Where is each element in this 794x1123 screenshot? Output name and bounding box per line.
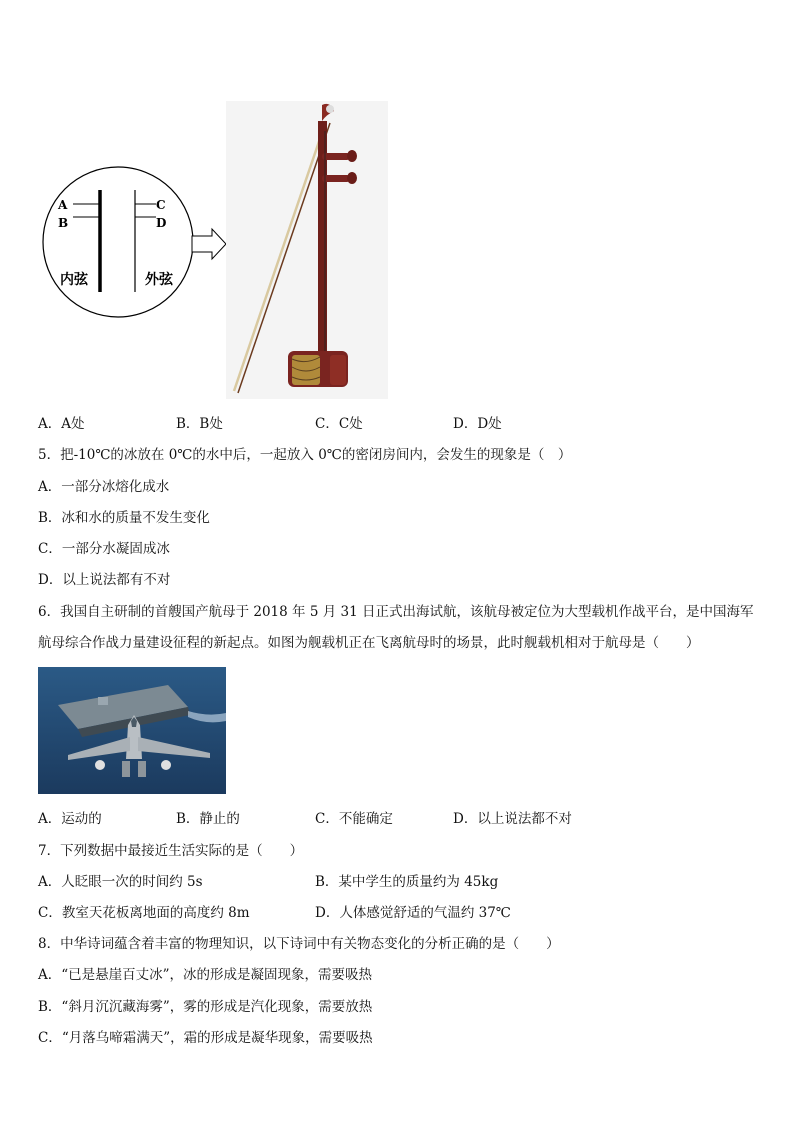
q5-option-d: D．以上说法都有不对: [38, 572, 171, 588]
q5-option-c: C．一部分水凝固成冰: [38, 541, 170, 557]
q4-option-a: A．A处: [38, 416, 85, 432]
label-c: C: [156, 198, 166, 212]
outer-string-label: 外弦: [145, 272, 173, 288]
q7-option-d: D．人体感觉舒适的气温约 37℃: [315, 905, 511, 921]
q4-option-b: B．B处: [176, 416, 223, 432]
carrier-jet-photo: [38, 667, 226, 794]
label-d: D: [156, 216, 167, 230]
q7-stem: 7．下列数据中最接近生活实际的是（ ）: [38, 843, 304, 859]
q4-option-d: D．D处: [453, 416, 502, 432]
q6-option-d: D．以上说法都不对: [453, 811, 572, 827]
q6-option-c: C．不能确定: [315, 811, 393, 827]
q6-option-b: B．静止的: [176, 811, 240, 827]
q8-option-b: B．“斜月沉沉藏海雾”，雾的形成是汽化现象，需要放热: [38, 999, 373, 1015]
label-b: B: [58, 216, 69, 230]
q8-option-c: C．“月落乌啼霜满天”，霜的形成是凝华现象，需要吸热: [38, 1030, 373, 1046]
q7-option-b: B．某中学生的质量约为 45kg: [315, 874, 499, 890]
q8-option-a: A．“已是悬崖百丈冰”，冰的形成是凝固现象，需要吸热: [38, 967, 373, 983]
q6-option-a: A．运动的: [38, 811, 102, 827]
q7-option-a: A．人眨眼一次的时间约 5s: [38, 874, 203, 890]
q4-option-c: C．C处: [315, 416, 363, 432]
q5-stem: 5．把-10℃的冰放在 0℃的水中后，一起放入 0℃的密闭房间内，会发生的现象是（ ）: [38, 447, 572, 463]
string-position-diagram: [40, 160, 230, 320]
q7-option-c: C．教室天花板离地面的高度约 8m: [38, 905, 250, 921]
q6-stem-line1: 6．我国自主研制的首艘国产航母于 2018 年 5 月 31 日正式出海试航，该航母被定位为大型载机作战平台，是中国海军: [38, 604, 754, 620]
inner-string-label: 内弦: [60, 272, 88, 288]
q8-stem: 8．中华诗词蕴含着丰富的物理知识，以下诗词中有关物态变化的分析正确的是（ ）: [38, 936, 560, 952]
q5-option-b: B．冰和水的质量不发生变化: [38, 510, 210, 526]
erhu-photo: [226, 101, 388, 399]
label-a: A: [58, 198, 68, 212]
q5-option-a: A．一部分冰熔化成水: [38, 479, 170, 495]
q6-stem-line2: 航母综合作战力量建设征程的新起点。如图为舰载机正在飞离航母时的场景，此时舰载机相对于航母是（ ）: [38, 635, 700, 651]
